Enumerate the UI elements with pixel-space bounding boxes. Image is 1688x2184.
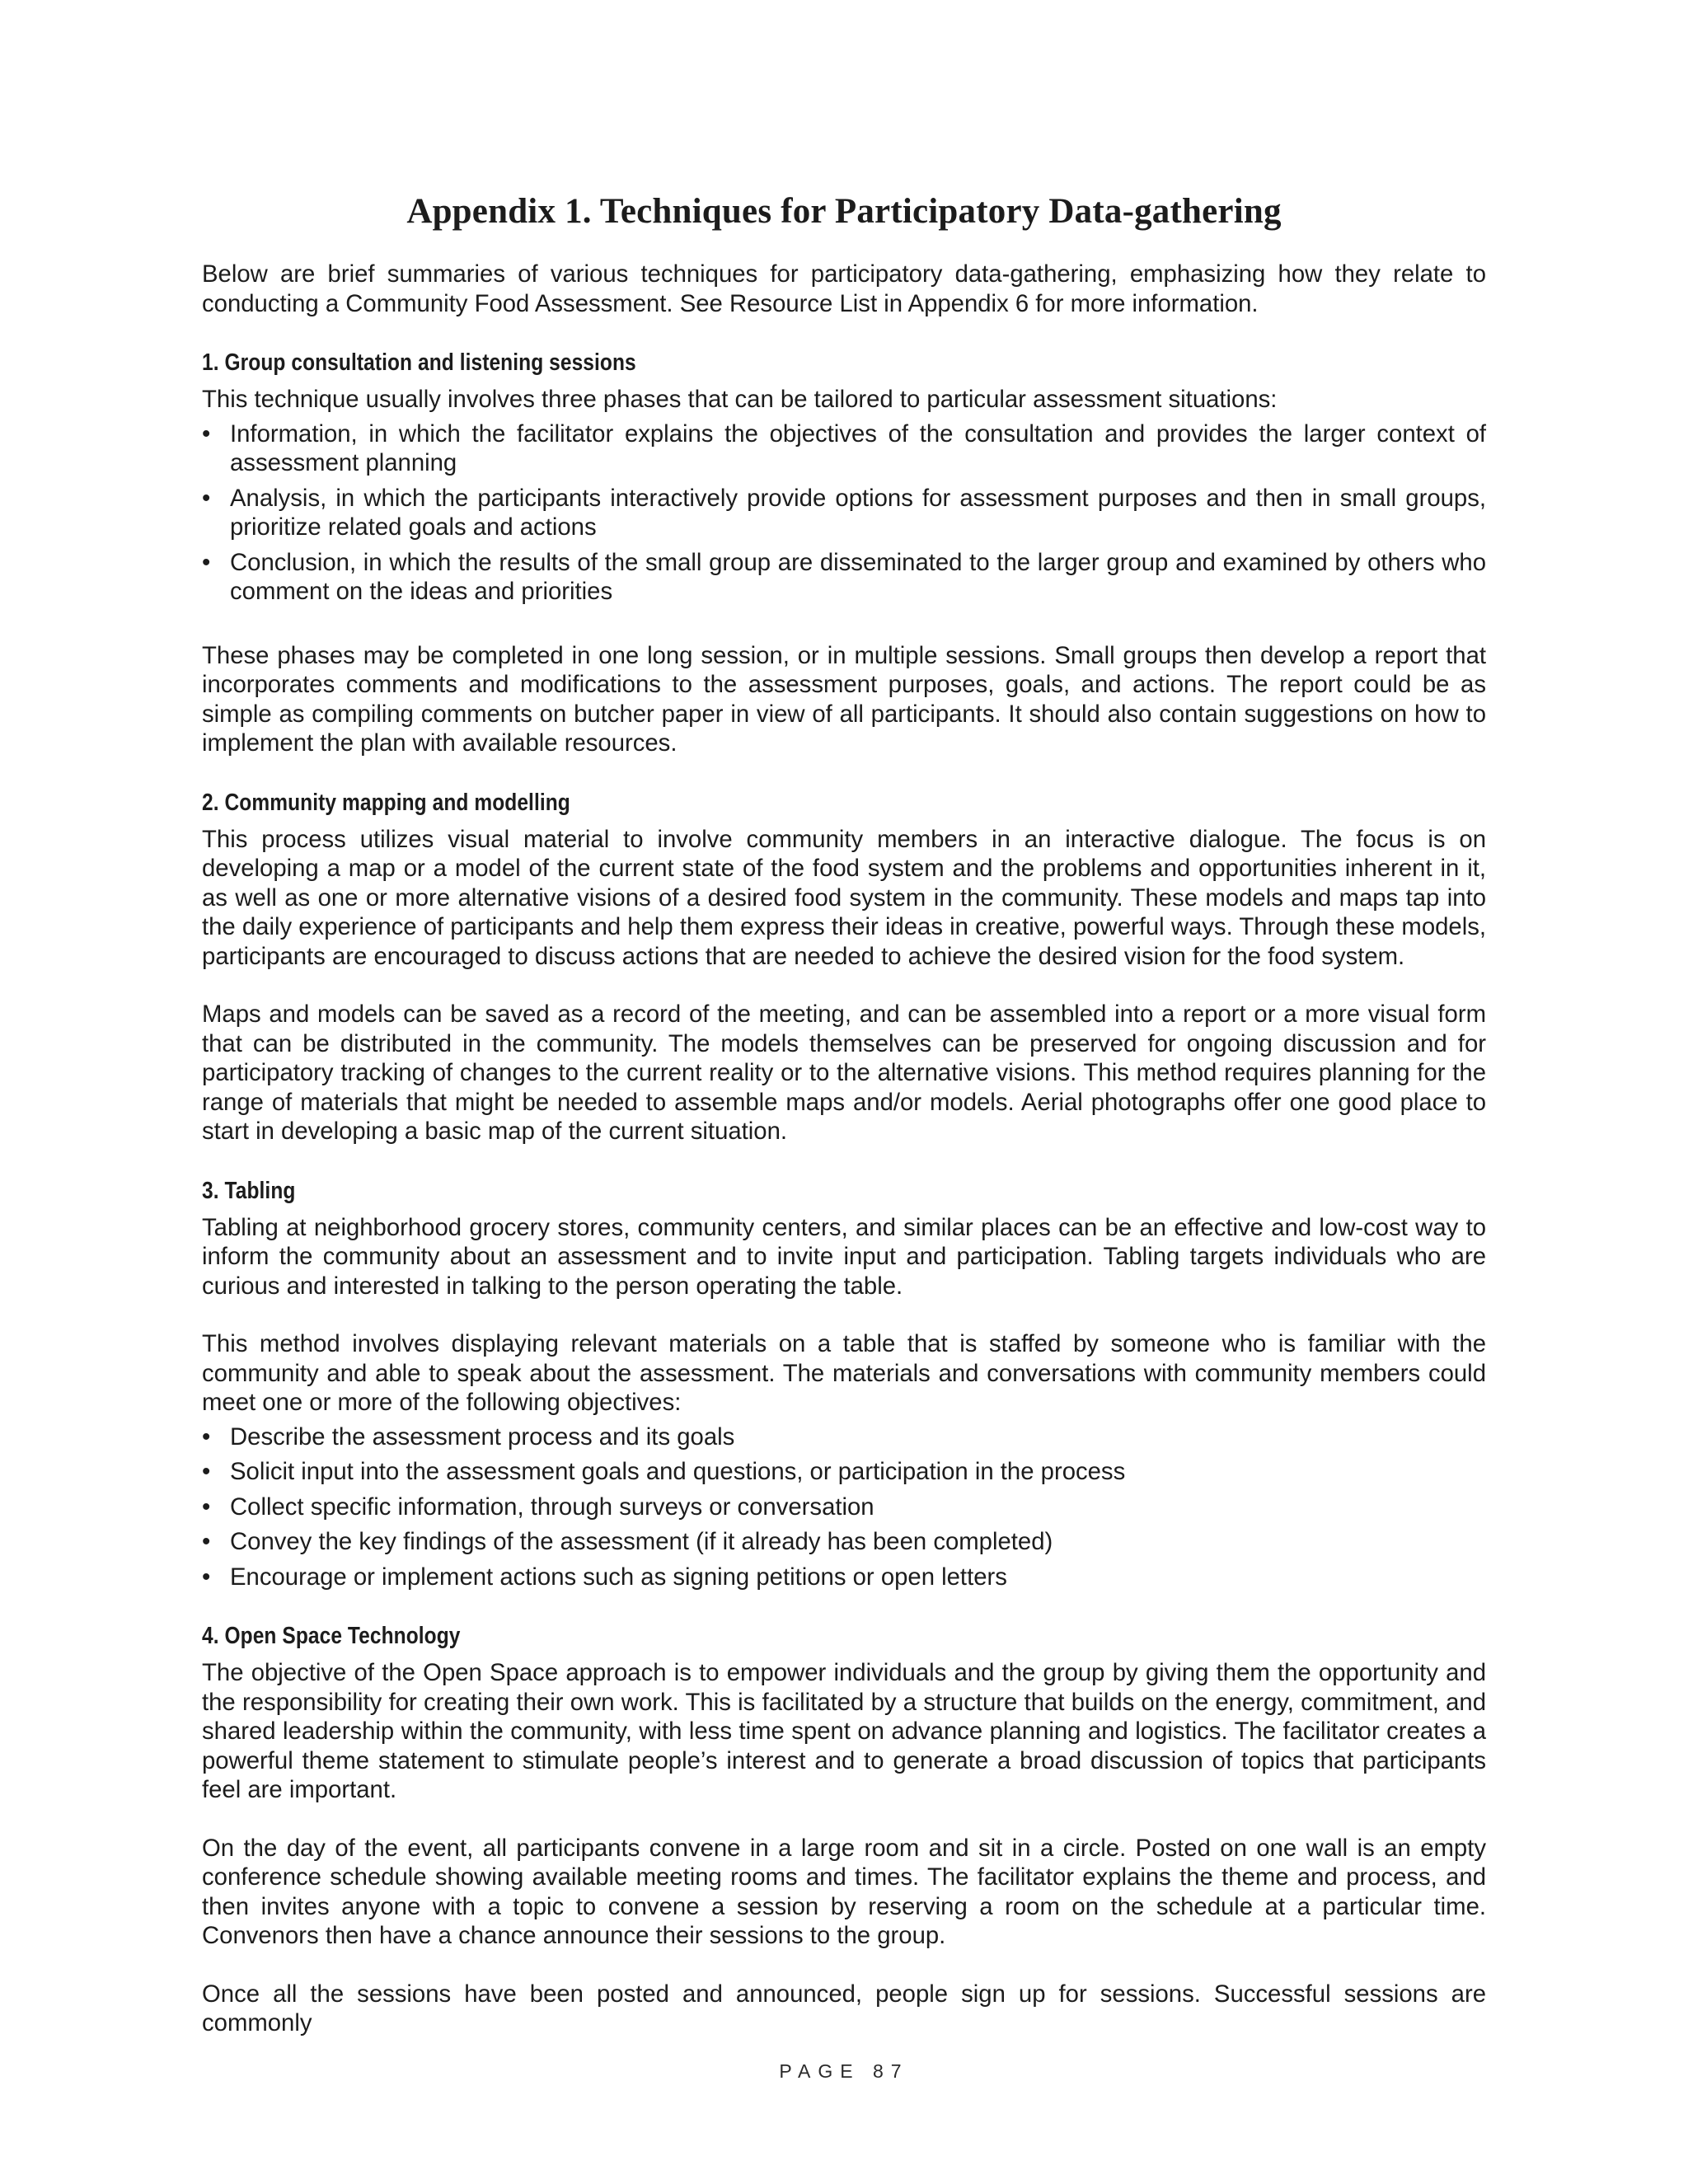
section-3-bullet-list (202, 1422, 1486, 1592)
section-4-paragraph-3: Once all the sessions have been posted and announced, people sign up for sessions. Successful sessions are commonly (202, 1980, 1486, 2036)
section-heading-3: 3. Tabling (202, 1177, 296, 1204)
list-item: • Encourage or implement actions such as signing petitions or open letters (202, 1563, 1486, 1592)
section-1-paragraph-1: This technique usually involves three phases that can be tailored to particular assessment situations: (202, 386, 1278, 413)
list-item: • Describe the assessment process and its goals (202, 1422, 1486, 1452)
list-item: • Collect specific information, through surveys or conversation (202, 1493, 1486, 1522)
section-4-paragraph-2: On the day of the event, all participants convene in a large room and sit in a circle. Posted on one wall is an empty conference schedule showing available meeting rooms and times. The facilitator explains the theme and process, and then invites anyone with a topic to convene a session by reserving a room on the schedule at a particular time. Convenors then have a chance announce their sessions to the group. (202, 1834, 1486, 1949)
list-item: • Analysis, in which the participants interactively provide options for assessment purposes and then in small groups, prioritize related goals and actions (202, 484, 1486, 542)
page-title: Appendix 1. Techniques for Participatory Data-gathering (406, 192, 1282, 231)
section-heading-4: 4. Open Space Technology (202, 1623, 461, 1649)
section-heading-2: 2. Community mapping and modelling (202, 789, 570, 816)
page-number: PAGE 87 (779, 2060, 909, 2082)
section-1-bullet-list (202, 419, 1486, 607)
section-4-paragraph-1: The objective of the Open Space approach is to empower individuals and the group by giving them the opportunity and the responsibility for creating their own work. This is facilitated by a structure that builds on the energy, commitment, and shared leadership within the community, with less time spent on advance planning and logistics. The facilitator creates a powerful theme statement to stimulate people’s interest and to generate a broad discussion of topics that participants feel are important. (202, 1659, 1486, 1803)
section-heading-1: 1. Group consultation and listening sessions (202, 349, 636, 376)
section-2-paragraph-2: Maps and models can be saved as a record of the meeting, and can be assembled into a report or a more visual form that can be distributed in the community. The models themselves can be preserved for ongoing discussion and for participatory tracking of changes to the current reality or to the alternative visions. This method requires planning for the range of materials that might be needed to assemble maps and/or models. Aerial photographs offer one good place to start in developing a basic map of the current situation. (202, 1001, 1486, 1145)
document-page (202, 191, 1486, 2038)
list-item: • Information, in which the facilitator explains the objectives of the consultation and provides the larger context of assessment planning (202, 419, 1486, 478)
intro-paragraph: Below are brief summaries of various techniques for participatory data-gathering, emphasizing how they relate to conducting a Community Food Assessment. See Resource List in Appendix 6 for more information. (202, 260, 1486, 317)
list-item: • Convey the key findings of the assessment (if it already has been completed) (202, 1527, 1486, 1557)
section-3-paragraph-2: This method involves displaying relevant materials on a table that is staffed by someone who is familiar with the community and able to speak about the assessment. The materials and conversations with community members could meet one or more of the following objectives: (202, 1330, 1486, 1416)
section-3-paragraph-1: Tabling at neighborhood grocery stores, community centers, and similar places can be an effective and low-cost way to inform the community about an assessment and to invite input and participation. Tabling targets individuals who are curious and interested in talking to the person operating the table. (202, 1213, 1486, 1300)
list-item: • Conclusion, in which the results of the small group are disseminated to the larger group and examined by others who comment on the ideas and priorities (202, 548, 1486, 607)
section-2-paragraph-1: This process utilizes visual material to involve community members in an interactive dialogue. The focus is on developing a map or a model of the current state of the food system and the problems and opportunities inherent in it, as well as one or more alternative visions of a desired food system in the community. These models and maps tap into the daily experience of participants and help them express their ideas in creative, powerful ways. Through these models, participants are encouraged to discuss actions that are needed to achieve the desired vision for the food system. (202, 825, 1486, 970)
section-1-paragraph-2: These phases may be completed in one long session, or in multiple sessions. Small groups then develop a report that incorporates comments and modifications to the assessment purposes, goals, and actions. The report could be as simple as compiling comments on butcher paper in view of all participants. It should also contain suggestions on how to implement the plan with available resources. (202, 641, 1486, 757)
list-item: • Solicit input into the assessment goals and questions, or participation in the process (202, 1457, 1486, 1487)
